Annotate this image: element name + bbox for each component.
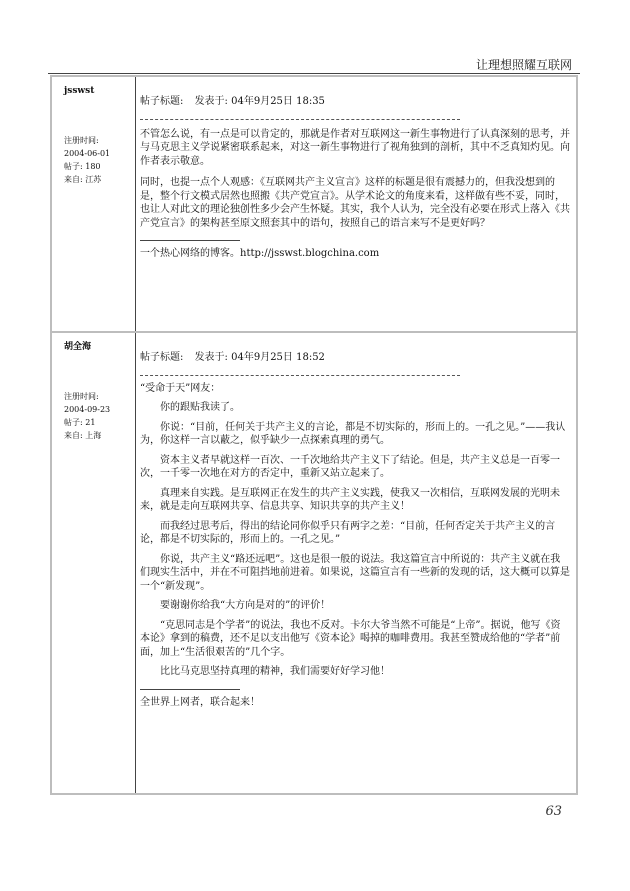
author-panel (52, 333, 136, 793)
post-body (140, 351, 570, 709)
author-name[interactable]: jsswst (64, 86, 95, 96)
post-paragraph: 要谢谢你给我“大方向是对的”的评价！ (160, 600, 331, 611)
reg-label: 注册时间: (64, 392, 99, 401)
subject-label: 帖子标题: (140, 352, 184, 363)
forum-thread-table (50, 75, 578, 795)
post-paragraph: 你说：“目前，任何关于共产主义的言论，都是不切实际的，形而上的。一孔之见。”——我认为，你这样一言以蔽之，似乎缺少一点探索真理的勇气。 (140, 421, 566, 446)
posted-time: 发表于: 04年9月25日 18:52 (194, 352, 325, 363)
post-count: 帖子: 180 (64, 162, 101, 171)
post-jsswst (52, 77, 576, 333)
reg-label: 注册时间: (64, 136, 99, 145)
author-meta (64, 390, 135, 442)
author-name[interactable]: 胡全海 (64, 342, 92, 352)
post-paragraph: 你说，共产主义“路还远吧”。这也是很一般的说法。我这篇宣言中所说的：共产主义就在我们现实生活中，并在不可阻挡地前进着。如果说，这篇宣言有一些新的发现的话，这大概可以算是一个“新发现”。 (140, 553, 570, 592)
page-number: 63 (545, 804, 562, 819)
signature: 全世界上网者，联合起来！ (140, 696, 260, 708)
reg-date: 2004-06-01 (64, 149, 111, 158)
post-paragraph: “克思同志是个学者”的说法，我也不反对。卡尔大爷当然不可能是“上帝”。据说，他写《资本论》拿到的稿费，还不足以支出他写《资本论》喝掉的咖啡费用。我甚至赞成给他的“学者”前面，加上“生活很艰苦的”几个字。 (140, 619, 561, 658)
post-paragraph: 而我经过思考后，得出的结论同你似乎只有两字之差：“目前，任何否定关于共产主义的言论，都是不切实际的，形而上的。一孔之见。” (140, 520, 556, 545)
post-paragraph: 资本主义者早就这样一百次、一千次地给共产主义下了结论。但是，共产主义总是一百零一次，一千零一次地在对方的否定中，重新又站立起来了。 (140, 454, 560, 479)
post-paragraph: 真理来自实践。是互联网正在发生的共产主义实践，使我又一次相信，互联网发展的光明未来，就是走向互联网共享、信息共享、知识共享的共产主义！ (140, 487, 560, 512)
running-header-title: 让理想照耀互联网 (475, 58, 572, 72)
location: 来自: 江苏 (64, 175, 102, 184)
post-huquanhai (52, 333, 576, 793)
header-rule (48, 73, 580, 74)
post-paragraph: 不管怎么说，有一点是可以肯定的，那就是作者对互联网这一新生事物进行了认真深刻的思考，并与马克思主义学说紧密联系起来，对这一新生事物进行了视角独到的剖析，其中不乏真知灼见。向作者表示敬意。 (140, 128, 570, 167)
subject-divider (140, 375, 460, 376)
subject-label: 帖子标题: (140, 96, 184, 107)
post-body (140, 95, 570, 261)
post-paragraph: 你的跟贴我读了。 (160, 402, 240, 413)
signature-rule (140, 240, 240, 241)
post-paragraph: 同时，也提一点个人观感：《互联网共产主义宣言》这样的标题是很有震撼力的，但我没想到的是，整个行文模式居然也照搬《共产党宣言》。从学术论文的角度来看，这样做有些不妥，同时，也让人对此文的理论独创性多少会产生怀疑。其实，我个人认为，完全没有必要在形式上落入《共产党宣言》的架构甚至原文照套其中的语句，按照自己的语言来写不是更好吗？ (140, 177, 570, 229)
posted-time: 发表于: 04年9月25日 18:35 (194, 96, 325, 107)
subject-line (140, 351, 570, 365)
location: 来自: 上海 (64, 431, 102, 440)
reg-date: 2004-09-23 (64, 405, 111, 414)
author-meta (64, 134, 135, 186)
subject-divider (140, 119, 460, 120)
post-count: 帖子: 21 (64, 418, 96, 427)
post-paragraph: “受命于天”网友： (140, 382, 221, 394)
signature-rule (140, 689, 240, 690)
post-paragraph: 比比马克思坚持真理的精神，我们需要好好学习他！ (160, 666, 390, 677)
signature: 一个热心网络的博客。http://jsswst.blogchina.com (140, 248, 380, 259)
subject-line (140, 95, 570, 109)
author-panel (52, 77, 136, 331)
